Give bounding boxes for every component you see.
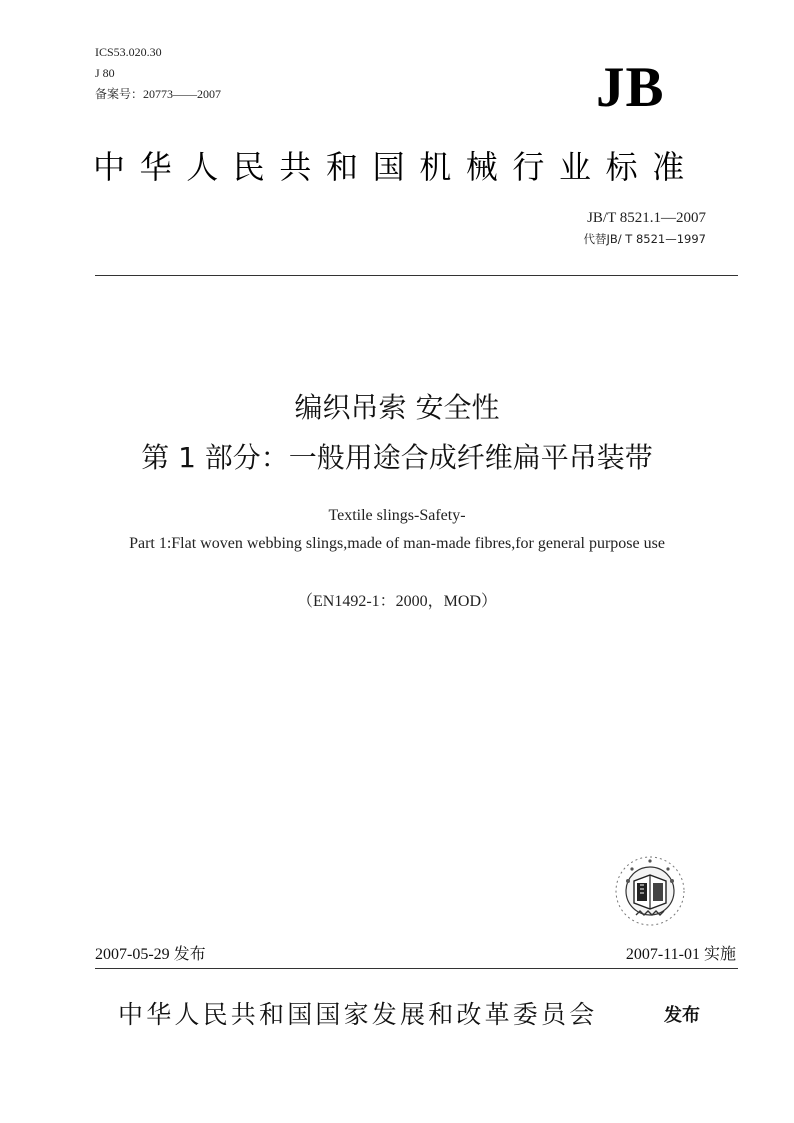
issuer-suffix: 发布	[664, 1005, 700, 1026]
standard-number: JB/T 8521.1—2007	[587, 210, 706, 226]
machinery-emblem-icon	[612, 853, 688, 929]
title-en-line2: Part 1:Flat woven webbing slings,made of man-made fibres,for general purpose use	[129, 535, 665, 552]
title-cn-line2: 第 1 部分：一般用途合成纤维扁平吊装带	[141, 441, 653, 474]
reference-standard: （EN1492-1：2000，MOD）	[297, 593, 497, 610]
replaces-standard: 代替JB/ T 8521—1997	[583, 232, 706, 246]
implementation-date: 2007-11-01 实施	[625, 946, 736, 963]
ccs-code: J 80	[95, 66, 115, 80]
issue-date: 2007-05-29 发布	[95, 946, 206, 963]
top-divider	[95, 275, 738, 276]
issuing-authority: 中华人民共和国国家发展和改革委员会	[118, 1000, 598, 1029]
title-cn-line1: 编织吊索 安全性	[294, 391, 500, 424]
classification-codes	[95, 42, 221, 105]
bottom-divider	[95, 968, 738, 969]
filing-number: 备案号：20773——2007	[95, 87, 222, 101]
standard-type-heading: 中华人民共和国机械行业标准	[93, 148, 699, 186]
ics-code: ICS53.020.30	[95, 45, 162, 59]
title-en-line1: Textile slings-Safety-	[328, 507, 466, 524]
jb-mark: JB	[596, 56, 665, 119]
